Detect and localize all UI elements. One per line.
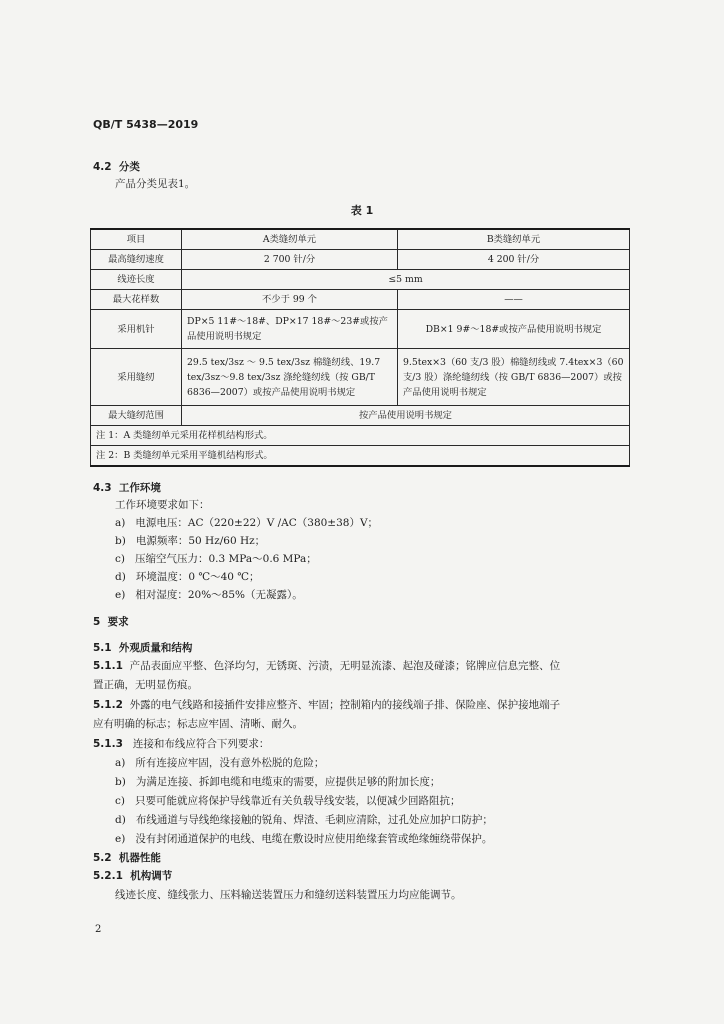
table-note: 注 2：B 类缝纫单元采用平缝机结构形式。 <box>91 446 630 467</box>
list-text: 只要可能就应将保护导线靠近有关负载导线安装，以便减少回路阻抗； <box>135 795 461 807</box>
list-item <box>115 515 378 530</box>
section-number: 5.2.1 <box>93 870 123 882</box>
list-text: 电源频率：50 Hz/60 Hz； <box>135 535 266 547</box>
cell-a: 不少于 99 个 <box>182 290 398 310</box>
row-label: 最高缝纫速度 <box>91 250 182 270</box>
row-label: 线迹长度 <box>91 270 182 290</box>
table-row <box>91 250 630 270</box>
list-text: 环境温度：0 ℃～40 ℃； <box>135 571 260 583</box>
section-4-3-intro: 工作环境要求如下： <box>115 499 210 511</box>
para-text: 产品表面应平整、色泽均匀，无锈斑、污渍，无明显流漆、起泡及碰漆；铭牌应信息完整、位 <box>129 660 561 672</box>
cell-a: 2 700 针/分 <box>182 250 398 270</box>
cell-a: 29.5 tex/3sz ～ 9.5 tex/3sz 棉缝纫线、19.7 tex/3sz～9.8 tex/3sz 涤纶缝纫线（按 GB/T 6836—2007）或按产品使用说明书规定 <box>182 349 398 406</box>
list-item <box>115 831 492 846</box>
table-note: 注 1：A 类缝纫单元采用花样机结构形式。 <box>91 426 630 446</box>
list-marker: b) <box>115 535 126 547</box>
section-number: 5.2 <box>93 852 112 864</box>
cell-a: DP×5 11#～18#、DP×17 18#～23#或按产品使用说明书规定 <box>182 310 398 349</box>
standard-number: QB/T 5438—2019 <box>93 118 199 131</box>
cell-merged: ≤5 mm <box>182 270 630 290</box>
header-item: 项目 <box>91 229 182 250</box>
list-text: 所有连接应牢固，没有意外松脱的危险； <box>135 757 325 769</box>
list-marker: e) <box>115 589 126 601</box>
section-number: 5.1 <box>93 642 112 654</box>
section-number: 5.1.3 <box>93 738 123 750</box>
cell-b: —— <box>398 290 630 310</box>
row-label: 采用机针 <box>91 310 182 349</box>
table-row <box>91 270 630 290</box>
section-5-2-heading <box>93 850 161 865</box>
table-row <box>91 310 630 349</box>
list-text: 压缩空气压力：0.3 MPa～0.6 MPa； <box>135 553 317 565</box>
section-title: 机构调节 <box>130 870 173 882</box>
section-4-3-heading <box>93 480 161 495</box>
section-number: 4.3 <box>93 482 112 494</box>
section-number: 5.1.2 <box>93 699 123 711</box>
section-5-1-1-line2: 置正确，无明显伤痕。 <box>93 679 198 691</box>
section-5-heading <box>93 614 129 629</box>
section-title: 分类 <box>118 161 140 173</box>
classification-table <box>90 228 630 467</box>
list-item <box>115 812 493 827</box>
list-marker: c) <box>115 553 125 565</box>
table-row <box>91 290 630 310</box>
list-marker: d) <box>115 571 126 583</box>
cell-b: DB×1 9#～18#或按产品使用说明书规定 <box>398 310 630 349</box>
table-row <box>91 349 630 406</box>
section-title: 工作环境 <box>118 482 161 494</box>
section-number: 4.2 <box>93 161 112 173</box>
section-5-2-1-text: 线迹长度、缝线张力、压料输送装置压力和缝纫送料装置压力均应能调节。 <box>115 889 462 901</box>
cell-b: 9.5tex×3（60 支/3 股）棉缝纫线或 7.4tex×3（60 支/3 股）涤纶缝纫线（按 GB/T 6836—2007）或按产品使用说明书规定 <box>398 349 630 406</box>
para-text: 连接和布线应符合下列要求： <box>132 738 270 750</box>
table-note-row <box>91 426 630 446</box>
section-5-2-1-heading <box>93 868 172 883</box>
list-marker: d) <box>115 814 126 826</box>
row-label: 最大花样数 <box>91 290 182 310</box>
list-text: 没有封闭通道保护的电线、电缆在敷设时应使用绝缘套管或绝缘缠绕带保护。 <box>135 833 493 845</box>
list-marker: a) <box>115 757 126 769</box>
table-header-row <box>91 229 630 250</box>
list-item <box>115 774 440 789</box>
list-text: 为满足连接、拆卸电缆和电缆束的需要，应提供足够的附加长度； <box>135 776 441 788</box>
table-row <box>91 406 630 426</box>
list-item <box>115 551 317 566</box>
section-5-1-2-line1 <box>93 697 560 712</box>
header-b: B类缝纫单元 <box>398 229 630 250</box>
list-marker: a) <box>115 517 126 529</box>
table-note-row <box>91 446 630 467</box>
list-item <box>115 587 303 602</box>
section-5-1-1-line1 <box>93 658 560 673</box>
list-text: 布线通道与导线绝缘接触的锐角、焊渣、毛刺应清除，过孔处应加护口防护； <box>135 814 493 826</box>
section-4-2-text: 产品分类见表1。 <box>115 178 196 190</box>
page-number: 2 <box>95 924 102 935</box>
section-number: 5 <box>93 616 101 628</box>
section-number: 5.1.1 <box>93 660 123 672</box>
list-text: 电源电压：AC（220±22）V /AC（380±38）V； <box>135 517 379 529</box>
header-a: A类缝纫单元 <box>182 229 398 250</box>
section-4-2-heading <box>93 159 140 174</box>
section-5-1-heading <box>93 640 192 655</box>
list-item <box>115 755 324 770</box>
section-title: 机器性能 <box>118 852 161 864</box>
list-item <box>115 569 260 584</box>
table-caption: 表 1 <box>350 204 374 217</box>
list-marker: e) <box>115 833 126 845</box>
section-title: 要求 <box>107 616 129 628</box>
row-label: 采用缝纫 <box>91 349 182 406</box>
section-5-1-2-line2: 应有明确的标志；标志应牢固、清晰、耐久。 <box>93 718 303 730</box>
list-item <box>115 793 461 808</box>
cell-b: 4 200 针/分 <box>398 250 630 270</box>
list-item <box>115 533 265 548</box>
list-marker: c) <box>115 795 125 807</box>
list-marker: b) <box>115 776 126 788</box>
list-text: 相对湿度：20%～85%（无凝露）。 <box>135 589 303 601</box>
para-text: 外露的电气线路和接插件安排应整齐、牢固；控制箱内的接线端子排、保险座、保护接地端子 <box>129 699 561 711</box>
cell-merged: 按产品使用说明书规定 <box>182 406 630 426</box>
row-label: 最大缝纫范围 <box>91 406 182 426</box>
section-title: 外观质量和结构 <box>118 642 193 654</box>
section-5-1-3-intro <box>93 736 269 751</box>
